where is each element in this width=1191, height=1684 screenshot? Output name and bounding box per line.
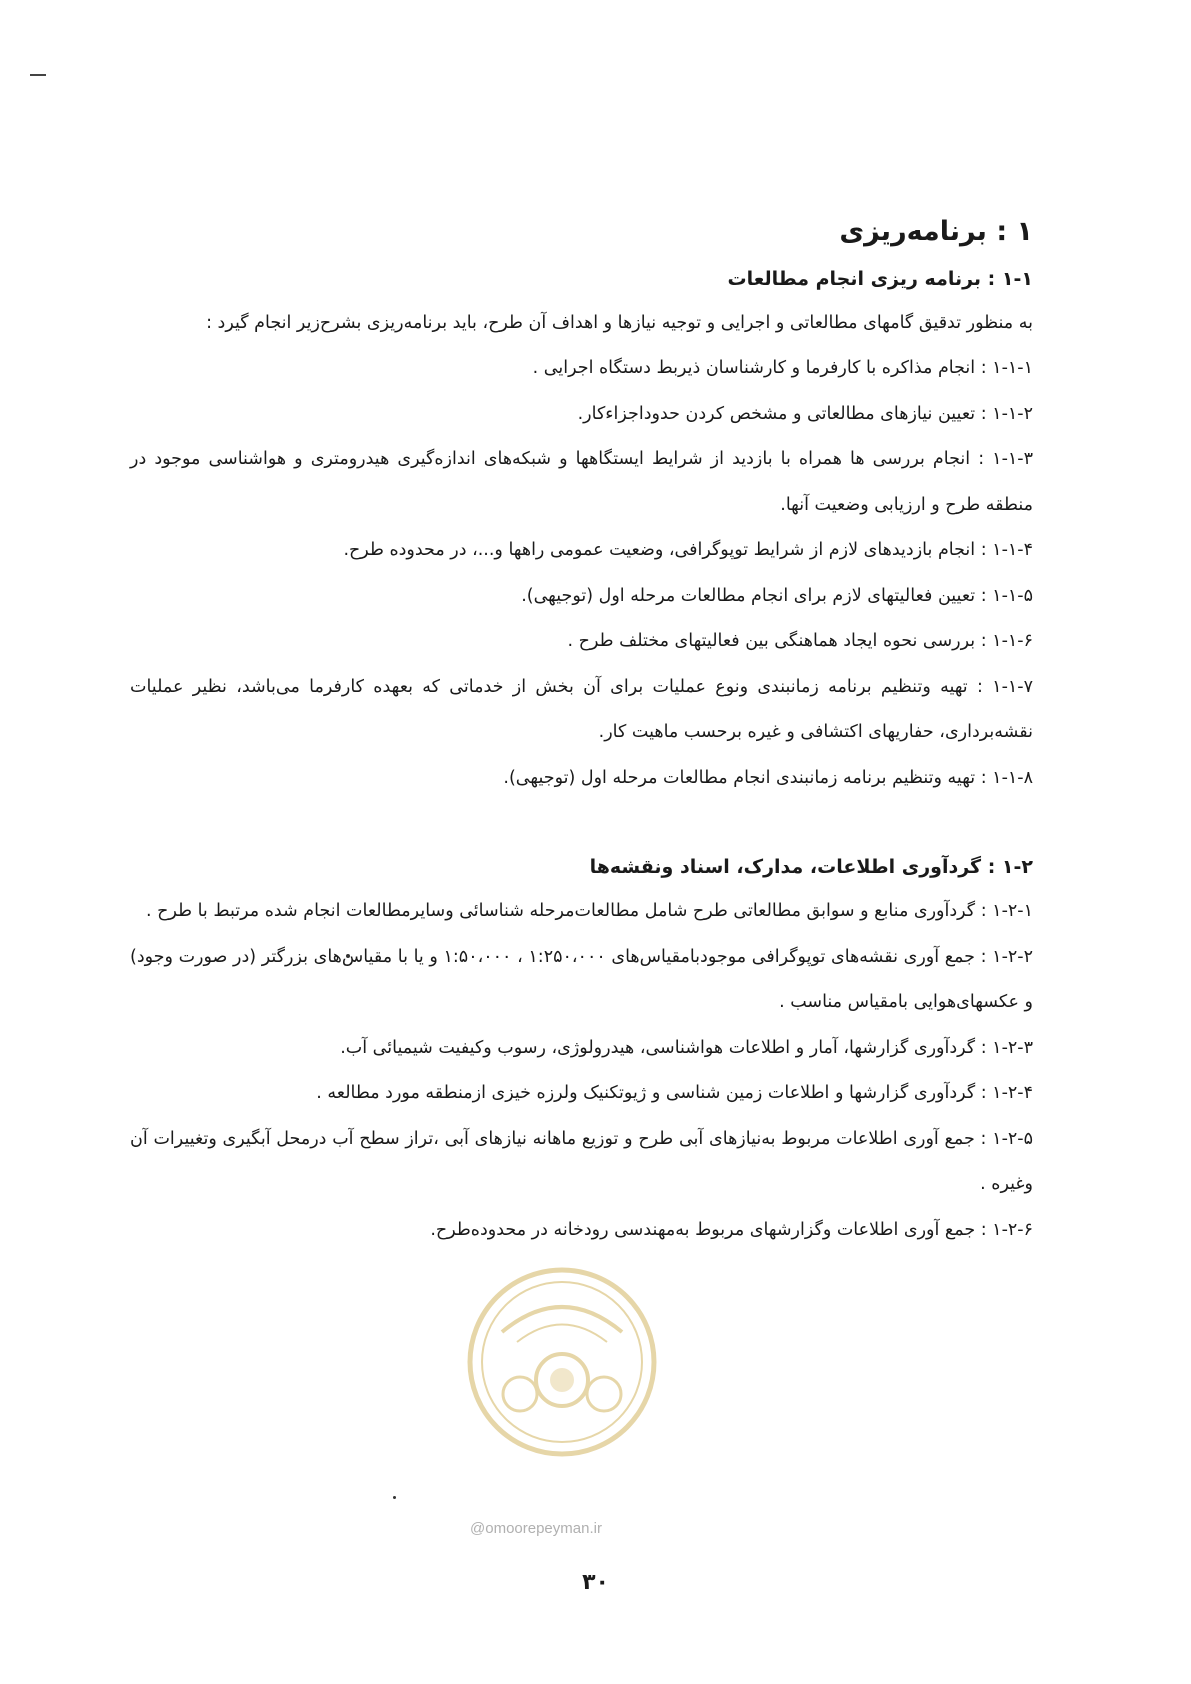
list-item: ۱-۲-۳ : گردآوری گزارشها، آمار و اطلاعات هواشناسی، هیدرولوژی، رسوب وکیفیت شیمیائی آب. xyxy=(340,1037,1033,1058)
section-heading-1-1: ۱-۱ : برنامه ریزی انجام مطالعات xyxy=(727,268,1033,291)
chapter-heading: ۱ : برنامه‌ریزی xyxy=(839,216,1033,247)
page-number: ۳۰ xyxy=(582,1570,609,1595)
list-item: ۱-۲-۵ : جمع آوری اطلاعات مربوط به‌نیازهای آبی طرح و توزیع ماهانه نیازهای آبی ،تراز سطح آب درمحل آبگیری وتغییرات آن وغیره . xyxy=(130,1128,1033,1195)
list-item: ۱-۱-۸ : تهیه وتنظیم برنامه زمانبندی انجام مطالعات مرحله اول (توجیهی). xyxy=(503,767,1033,788)
list-item: ۱-۲-۶ : جمع آوری اطلاعات وگزارشهای مربوط به‌مهندسی رودخانه در محدوده‌طرح. xyxy=(430,1219,1033,1240)
section-spacer xyxy=(130,801,1033,847)
section-intro-paragraph: به منظور تدقیق گامهای مطالعاتی و اجرایی و توجیه نیازها و اهداف آن طرح، باید برنامه‌ریزی بشرح‌زیر انجام گیرد : xyxy=(206,312,1033,333)
watermark-seal-icon xyxy=(462,1262,662,1462)
list-item: ۱-۱-۷ : تهیه وتنظیم برنامه زمانبندی ونوع عملیات برای آن بخش از خدماتی که بعهده کارفرما می‌باشد، نظیر عملیات نقشه‌برداری، حفاریهای اکتشافی و غیره برحسب ماهیت کار. xyxy=(130,676,1033,743)
list-item: ۱-۲-۱ : گردآوری منابع و سوابق مطالعاتی طرح شامل مطالعات‌مرحله شناسائی وسایرمطالعات انجام شده مرتبط با طرح . xyxy=(146,901,1033,922)
scan-speck xyxy=(393,1496,396,1499)
list-item: ۱-۱-۶ : بررسی نحوه ایجاد هماهنگی بین فعالیتهای مختلف طرح . xyxy=(567,631,1033,652)
list-item: ۱-۲-۴ : گردآوری گزارشها و اطلاعات زمین شناسی و ژیوتکنیک ولرزه خیزی ازمنطقه مورد مطالعه . xyxy=(316,1083,1033,1104)
watermark-url: @omoorepeyman.ir xyxy=(470,1520,602,1537)
margin-mark xyxy=(30,74,46,76)
document-body xyxy=(130,210,1033,1253)
section-heading-1-2: ۱-۲ : گردآوری اطلاعات، مدارک، اسناد ونقشه‌ها xyxy=(589,856,1033,879)
list-item: ۱-۱-۴ : انجام بازدیدهای لازم از شرایط توپوگرافی، وضعیت عمومی راهها و...، در محدوده طرح. xyxy=(343,540,1033,561)
list-item: ۱-۲-۲ : جمع آوری نقشه‌های توپوگرافی موجودبامقیاس‌های ۱:۲۵۰،۰۰۰ ، ۱:۵۰،۰۰۰ و یا با مقیاس‌های بزرگتر (در صورت وجود) و عکسهای‌هوایی بامقیاس مناسب . xyxy=(130,946,1033,1013)
list-item: ۱-۱-۱ : انجام مذاکره با کارفرما و کارشناسان ذیربط دستگاه اجرایی . xyxy=(532,358,1033,379)
list-item: ۱-۱-۲ : تعیین نیازهای مطالعاتی و مشخص کردن حدوداجزاءکار. xyxy=(577,403,1033,424)
list-item: ۱-۱-۳ : انجام بررسی ها همراه با بازدید از شرایط ایستگاهها و شبکه‌های اندازه‌گیری هیدرومتری و هواشناسی موجود در منطقه طرح و ارزیابی وضعیت آنها. xyxy=(130,449,1033,515)
list-item: ۱-۱-۵ : تعیین فعالیتهای لازم برای انجام مطالعات مرحله اول (توجیهی). xyxy=(521,585,1033,606)
